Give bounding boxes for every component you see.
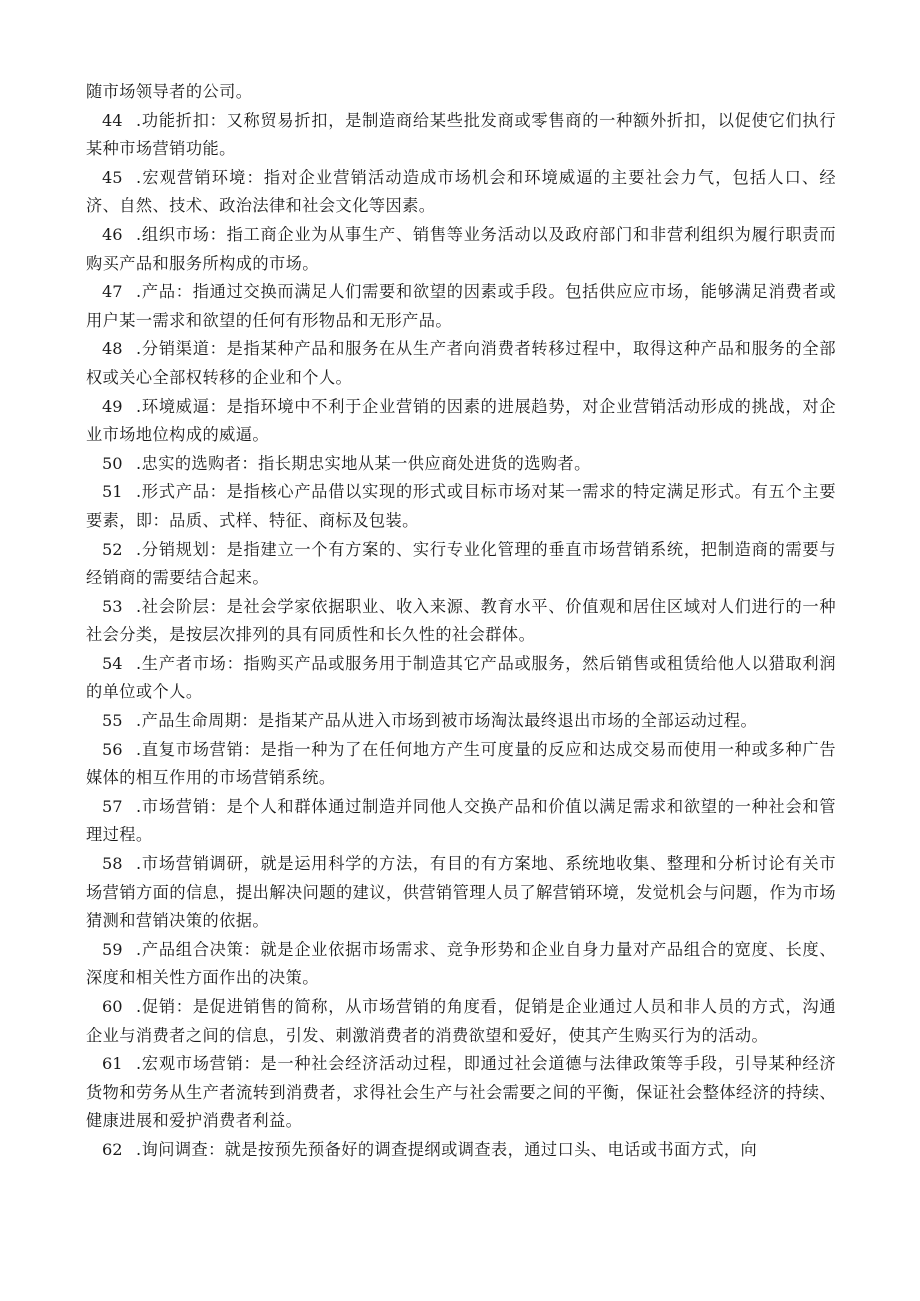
definition-entry bbox=[86, 993, 836, 1050]
definition-entry bbox=[86, 335, 836, 392]
entry-text: .生产者市场：指购买产品或服务用于制造其它产品或服务，然后销售或租赁给他人以猎取利润的单位或个人。 bbox=[86, 653, 836, 702]
entry-text: .产品：指通过交换而满足人们需要和欲望的因素或手段。包括供应应市场，能够满足消费者或用户某一需求和欲望的任何有形物品和无形产品。 bbox=[86, 282, 836, 330]
entry-text: .询问调查：就是按预先预备好的调查提纲或调查表，通过口头、电话或书面方式，向 bbox=[136, 1139, 758, 1159]
definition-entry bbox=[86, 850, 836, 936]
entry-number: 61 bbox=[102, 1054, 123, 1074]
entry-number: 54 bbox=[102, 653, 123, 673]
definition-entry bbox=[86, 650, 836, 707]
entry-text: .分销渠道：是指某种产品和服务在从生产者向消费者转移过程中，取得这种产品和服务的全部权或关心全部权转移的企业和个人。 bbox=[86, 339, 836, 387]
document-body bbox=[86, 78, 836, 1165]
entry-text: .产品生命周期：是指某产品从进入市场到被市场淘汰最终退出市场的全部运动过程。 bbox=[136, 711, 758, 731]
definition-entry bbox=[86, 736, 836, 793]
entry-number: 55 bbox=[102, 711, 123, 731]
entry-number: 51 bbox=[102, 482, 123, 502]
entry-text: .忠实的选购者：指长期忠实地从某一供应商处进货的选购者。 bbox=[136, 453, 591, 473]
definition-entry bbox=[86, 936, 836, 993]
entry-number: 53 bbox=[102, 596, 123, 616]
definition-entry bbox=[86, 536, 836, 593]
definition-entry bbox=[86, 450, 836, 479]
definition-entry bbox=[86, 1136, 836, 1165]
entry-number: 56 bbox=[102, 739, 123, 759]
definition-entry bbox=[86, 793, 836, 850]
lead-fragment: 随市场领导者的公司。 bbox=[86, 82, 253, 101]
entry-number: 46 bbox=[102, 224, 123, 244]
entry-text: .促销：是促进销售的简称，从市场营销的角度看，促销是企业通过人员和非人员的方式，沟通企业与消费者之间的信息，引发、刺激消费者的消费欲望和爱好，使其产生购买行为的活动。 bbox=[86, 997, 836, 1045]
definition-entry bbox=[86, 221, 836, 278]
entry-text: .社会阶层：是社会学家依据职业、收入来源、教育水平、价值观和居住区域对人们进行的一种社会分类，是按层次排列的具有同质性和长久性的社会群体。 bbox=[86, 596, 836, 645]
definition-entry bbox=[86, 707, 836, 736]
entry-text: .市场营销：是个人和群体通过制造并同他人交换产品和价值以满足需求和欲望的一种社会和管理过程。 bbox=[86, 796, 836, 845]
definition-entry bbox=[86, 107, 836, 164]
entry-text: .功能折扣：又称贸易折扣，是制造商给某些批发商或零售商的一种额外折扣，以促使它们执行某种市场营销功能。 bbox=[86, 110, 836, 159]
entry-text: .分销规划：是指建立一个有方案的、实行专业化管理的垂直市场营销系统，把制造商的需要与经销商的需要结合起来。 bbox=[86, 539, 836, 588]
entry-text: .直复市场营销：是指一种为了在任何地方产生可度量的反应和达成交易而使用一种或多种广告媒体的相互作用的市场营销系统。 bbox=[86, 739, 836, 788]
entry-number: 60 bbox=[102, 997, 123, 1016]
entry-number: 49 bbox=[102, 396, 123, 416]
entry-text: .宏观市场营销：是一种社会经济活动过程，即通过社会道德与法律政策等手段，引导某种经济货物和劳务从生产者流转到消费者，求得社会生产与社会需要之间的平衡，保证社会整体经济的持续、健康进展和爱护消费者利益。 bbox=[86, 1054, 836, 1131]
entry-text: .形式产品：是指核心产品借以实现的形式或目标市场对某一需求的特定满足形式。有五个主要要素，即：品质、式样、特征、商标及包装。 bbox=[86, 482, 836, 530]
entry-list bbox=[86, 107, 836, 1165]
entry-number: 47 bbox=[102, 282, 123, 302]
definition-entry bbox=[86, 478, 836, 535]
entry-text: .市场营销调研，就是运用科学的方法，有目的有方案地、系统地收集、整理和分析讨论有关市场营销方面的信息，提出解决问题的建议，供营销管理人员了解营销环境，发觉机会与问题，作为市场猜测和营销决策的依据。 bbox=[86, 854, 836, 931]
entry-number: 44 bbox=[102, 110, 123, 130]
entry-text: .产品组合决策：就是企业依据市场需求、竞争形势和企业自身力量对产品组合的宽度、长度、深度和相关性方面作出的决策。 bbox=[86, 939, 836, 988]
definition-entry bbox=[86, 278, 836, 335]
entry-number: 62 bbox=[102, 1139, 123, 1159]
entry-text: .宏观营销环境：指对企业营销活动造成市场机会和环境威逼的主要社会力气，包括人口、经济、自然、技术、政治法律和社会文化等因素。 bbox=[86, 167, 836, 216]
entry-number: 50 bbox=[102, 453, 123, 473]
entry-number: 52 bbox=[102, 539, 123, 559]
entry-text: .环境威逼：是指环境中不利于企业营销的因素的进展趋势，对企业营销活动形成的挑战，对企业市场地位构成的威逼。 bbox=[86, 396, 836, 445]
entry-text: .组织市场：指工商企业为从事生产、销售等业务活动以及政府部门和非营利组织为履行职责而购买产品和服务所构成的市场。 bbox=[86, 224, 836, 273]
definition-entry bbox=[86, 1050, 836, 1136]
entry-number: 48 bbox=[102, 339, 123, 359]
definition-entry bbox=[86, 593, 836, 650]
entry-number: 58 bbox=[102, 854, 123, 874]
entry-number: 59 bbox=[102, 939, 123, 959]
definition-entry bbox=[86, 164, 836, 221]
entry-number: 57 bbox=[102, 796, 123, 816]
definition-entry bbox=[86, 393, 836, 450]
entry-number: 45 bbox=[102, 167, 123, 187]
